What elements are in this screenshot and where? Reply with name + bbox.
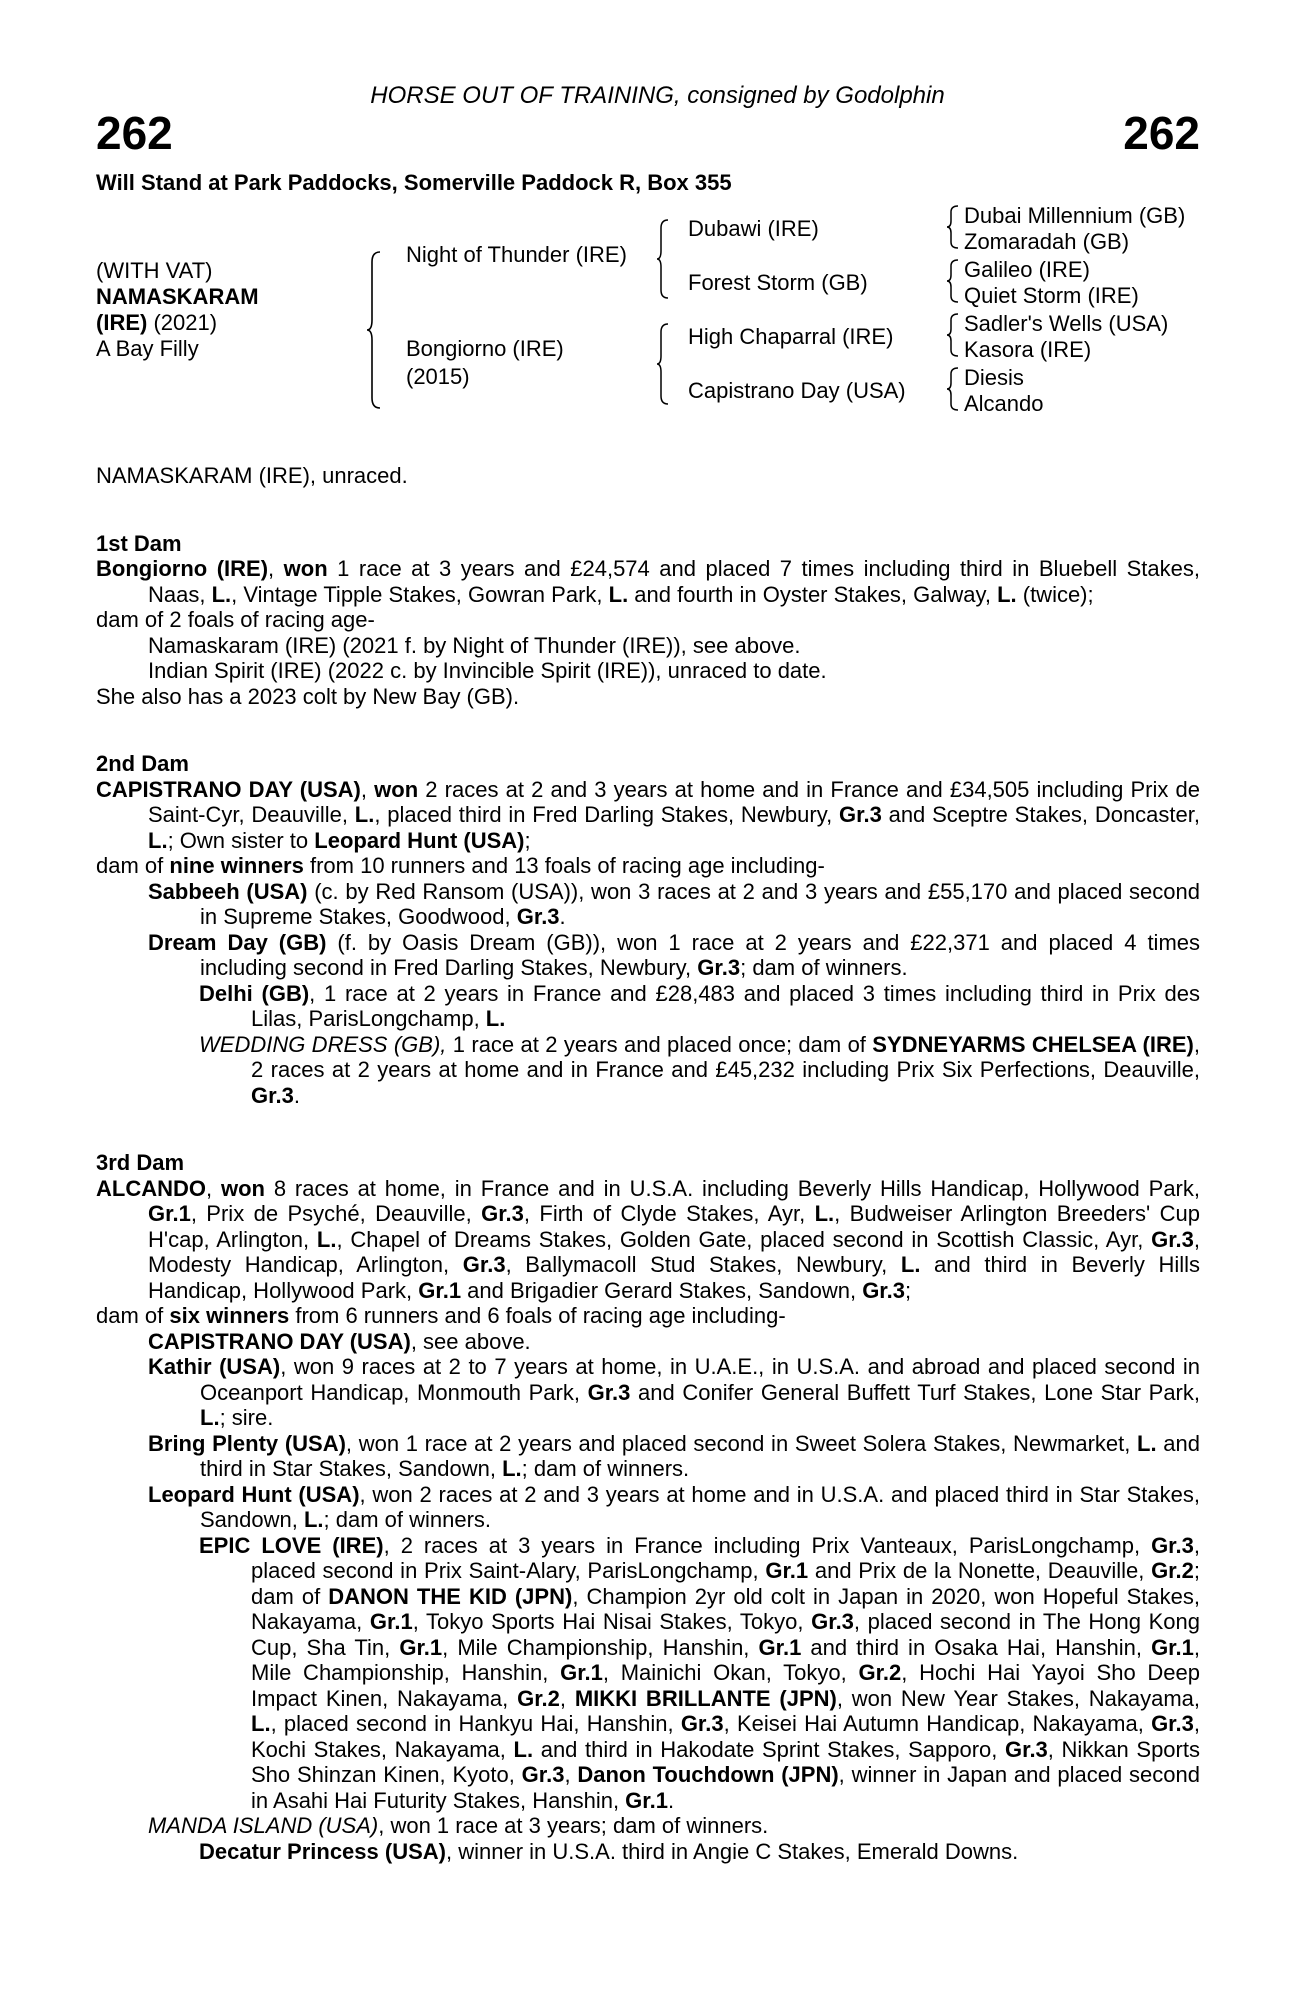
second-dam-entry: CAPISTRANO DAY (USA), won 2 races at 2 and 3 years at home and in France and £34,505 including Prix de Saint-Cyr, Deauville, L., placed third in Fred Darling Stakes, Newbury, Gr.3 and Sceptre Stakes, Doncaster, L.; Own sister to Leopard Hunt (USA); (96, 776, 1201, 853)
second-dam-produce: dam of nine winners from 10 runners and 13 foals of racing age including- (96, 853, 825, 878)
first-dam-note: She also has a 2023 colt by New Bay (GB). (96, 683, 520, 709)
g4-ancestor: Diesis (964, 365, 1024, 390)
dam-sire: High Chaparral (IRE) (688, 324, 894, 349)
dam: Bongiorno (IRE) (406, 336, 564, 361)
sire: Night of Thunder (IRE) (406, 242, 627, 267)
produce-entry: CAPISTRANO DAY (USA), see above. (148, 1328, 531, 1354)
brace-main (366, 250, 382, 410)
horse-name: NAMASKARAM (96, 284, 259, 309)
g4-ancestor: Zomaradah (GB) (964, 229, 1130, 254)
horse-description: A Bay Filly (96, 336, 199, 361)
race-record-summary: NAMASKARAM (IRE), unraced. (96, 463, 408, 488)
horse-origin-year: (IRE) (2021) (96, 310, 218, 335)
third-dam-produce: dam of six winners from 6 runners and 6 foals of racing age including- (96, 1303, 786, 1328)
vat-label: (WITH VAT) (96, 258, 213, 283)
brace-g4-1 (946, 204, 960, 250)
brace-g4-3 (946, 312, 960, 358)
g4-ancestor: Quiet Storm (IRE) (964, 283, 1139, 308)
g4-ancestor: Galileo (IRE) (964, 257, 1090, 282)
g4-ancestor: Dubai Millennium (GB) (964, 203, 1186, 228)
brace-g4-4 (946, 366, 960, 412)
dam-year: (2015) (406, 364, 470, 389)
produce-entry: Decatur Princess (USA), winner in U.S.A. third in Angie C Stakes, Emerald Downs. (199, 1838, 1019, 1864)
first-dam-entry: Bongiorno (IRE), won 1 race at 3 years and £24,574 and placed 7 times including third in Bluebell Stakes, Naas, L., Vintage Tipple Stakes, Gowran Park, L. and fourth in Oyster Stakes, Galway, L. (twice); (96, 556, 1201, 607)
catalogue-body (96, 463, 1200, 1864)
brace-sire (656, 218, 670, 300)
produce-entry: Bring Plenty (USA), won 1 race at 2 years and placed second in Sweet Solera Stakes, Newmarket, L. and third in Star Stakes, Sandown, L.; dam of winners. (148, 1430, 1200, 1481)
produce-entry: Kathir (USA), won 9 races at 2 to 7 years at home, in U.A.E., in U.S.A. and abroad and placed second in Oceanport Handicap, Monmouth Park, Gr.3 and Conifer General Buffett Turf Stakes, Lone Star Park, L.; sire. (148, 1354, 1201, 1430)
dam-dam: Capistrano Day (USA) (688, 378, 906, 403)
produce-entry: MANDA ISLAND (USA), won 1 race at 3 years; dam of winners. (148, 1813, 769, 1838)
produce-entry: Sabbeeh (USA) (c. by Red Ransom (USA)), won 3 races at 2 and 3 years and £55,170 and placed second in Supreme Stakes, Goodwood, Gr.3. (148, 878, 1200, 929)
third-dam-entry: ALCANDO, won 8 races at home, in France and in U.S.A. including Beverly Hills Handicap, Hollywood Park, Gr.1, Prix de Psyché, Deauville, Gr.3, Firth of Clyde Stakes, Ayr, L., Budweiser Arlington Breeders' Cup H'cap, Arlington, L., Chapel of Dreams Stakes, Golden Gate, placed second in Scottish Classic, Ayr, Gr.3, Modesty Handicap, Arlington, Gr.3, Ballymacoll Stud Stakes, Newbury, L. and third in Beverly Hills Handicap, Hollywood Park, Gr.1 and Brigadier Gerard Stakes, Sandown, Gr.3; (96, 1175, 1201, 1303)
produce-entry: Delhi (GB), 1 race at 2 years in France and £28,483 and placed 3 times including third in Prix des Lilas, ParisLongchamp, L. (199, 980, 1200, 1031)
g4-ancestor: Sadler's Wells (USA) (964, 311, 1169, 336)
g4-ancestor: Kasora (IRE) (964, 337, 1092, 362)
sire-dam: Forest Storm (GB) (688, 270, 868, 295)
second-dam-heading: 2nd Dam (96, 751, 189, 776)
brace-dam (656, 322, 670, 406)
first-dam-foals: dam of 2 foals of racing age- (96, 607, 375, 632)
foal-entry: Indian Spirit (IRE) (2022 c. by Invincible Spirit (IRE)), unraced to date. (148, 658, 827, 683)
sire-sire: Dubawi (IRE) (688, 216, 819, 241)
g4-ancestor: Alcando (964, 391, 1044, 416)
standing-location: Will Stand at Park Paddocks, Somerville Paddock R, Box 355 (96, 170, 732, 195)
lot-number-left: 262 (96, 107, 173, 159)
foal-entry: Namaskaram (IRE) (2021 f. by Night of Thunder (IRE)), see above. (148, 632, 801, 658)
first-dam-heading: 1st Dam (96, 530, 182, 556)
produce-entry: Dream Day (GB) (f. by Oasis Dream (GB)), won 1 race at 2 years and £22,371 and placed 4 times including second in Fred Darling Stakes, Newbury, Gr.3; dam of winners. (148, 929, 1201, 980)
produce-entry: WEDDING DRESS (GB), 1 race at 2 years and placed once; dam of SYDNEYARMS CHELSEA (IRE), 2 races at 2 years at home and in France and £45,232 including Prix Six Perfections, Deauville, Gr.3. (199, 1031, 1200, 1108)
brace-g4-2 (946, 258, 960, 304)
lot-number-right: 262 (1123, 107, 1200, 159)
third-dam-heading: 3rd Dam (96, 1150, 185, 1175)
produce-entry: Leopard Hunt (USA), won 2 races at 2 and 3 years at home and in U.S.A. and placed third in Star Stakes, Sandown, L.; dam of winners. (148, 1481, 1200, 1532)
produce-entry: EPIC LOVE (IRE), 2 races at 3 years in France including Prix Vanteaux, ParisLongchamp, Gr.3, placed second in Prix Saint-Alary, ParisLongchamp, Gr.1 and Prix de la Nonette, Deauville, Gr.2; dam of DANON THE KID (JPN), Champion 2yr old colt in Japan in 2020, won Hopeful Stakes, Nakayama, Gr.1, Tokyo Sports Hai Nisai Stakes, Tokyo, Gr.3, placed second in The Hong Kong Cup, Sha Tin, Gr.1, Mile Championship, Hanshin, Gr.1 and third in Osaka Hai, Hanshin, Gr.1, Mile Championship, Hanshin, Gr.1, Mainichi Okan, Tokyo, Gr.2, Hochi Hai Yayoi Sho Deep Impact Kinen, Nakayama, Gr.2, MIKKI BRILLANTE (JPN), won New Year Stakes, Nakayama, L., placed second in Hankyu Hai, Hanshin, Gr.3, Keisei Hai Autumn Handicap, Nakayama, Gr.3, Kochi Stakes, Nakayama, L. and third in Hakodate Sprint Stakes, Sapporo, Gr.3, Nikkan Sports Sho Shinzan Kinen, Kyoto, Gr.3, Danon Touchdown (JPN), winner in Japan and placed second in Asahi Hai Futurity Stakes, Hanshin, Gr.1. (199, 1532, 1201, 1813)
consignment-line: HORSE OUT OF TRAINING, consigned by Godolphin (370, 82, 945, 109)
